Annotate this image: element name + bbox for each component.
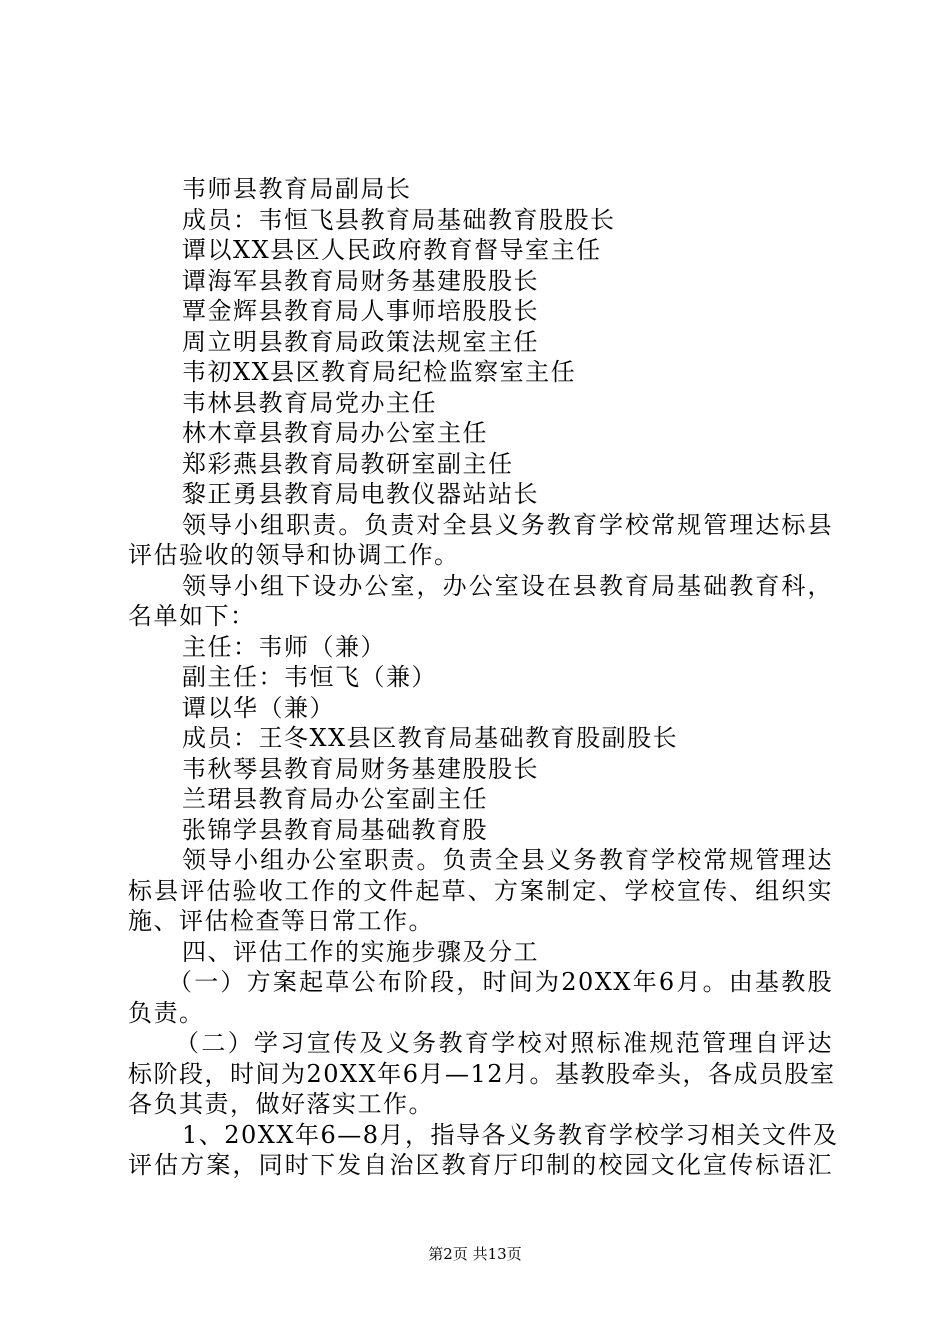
document-line: 成员：王冬XX县区教育局基础教育股副股长 — [182, 724, 679, 752]
document-line: 标阶段，时间为20XX年6月—12月。基教股牵头，各成员股室 — [128, 1059, 836, 1088]
document-line: 林木章县教育局办公室主任 — [182, 419, 488, 447]
document-line: 周立明县教育局政策法规室主任 — [182, 327, 539, 356]
document-line: 四、评估工作的实施步骤及分工 — [182, 937, 539, 966]
document-line: 张锦学县教育局基础教育股 — [182, 815, 488, 844]
document-line: 领导小组办公室职责。负责全县义务教育学校常规管理达 — [182, 846, 833, 874]
document-line: 韦师县教育局副局长 — [182, 175, 412, 203]
document-line: 领导小组职责。负责对全县义务教育学校常规管理达标县 — [182, 510, 833, 539]
document-line: 施、评估检查等日常工作。 — [128, 907, 434, 935]
document-line: （一）方案起草公布阶段，时间为20XX年6月。由基教股 — [168, 968, 833, 996]
document-line: 韦林县教育局党办主任 — [182, 388, 437, 417]
document-line: 评估验收的领导和协调工作。 — [128, 541, 460, 569]
document-line: 成员：韦恒飞县教育局基础教育股股长 — [182, 205, 616, 234]
document-line: 标县评估验收工作的文件起草、方案制定、学校宣传、组织实 — [128, 876, 833, 905]
document-body — [128, 174, 839, 1181]
document-line: 黎正勇县教育局电教仪器站站长 — [182, 480, 539, 508]
document-line: 兰珺县教育局办公室副主任 — [182, 785, 488, 813]
document-line: 郑彩燕县教育局教研室副主任 — [182, 449, 514, 478]
document-line: 副主任：韦恒飞（兼） — [182, 663, 437, 691]
document-line: 评估方案，同时下发自治区教育厅印制的校园文化宣传标语汇 — [128, 1151, 833, 1179]
document-line: 谭以华（兼） — [182, 693, 335, 722]
document-line: 名单如下： — [128, 602, 256, 630]
document-line: 领导小组下设办公室，办公室设在县教育局基础教育科， — [182, 571, 833, 600]
document-line: 各负其责，做好落实工作。 — [128, 1090, 434, 1118]
document-line: 负责。 — [128, 998, 205, 1027]
document-line: 覃金辉县教育局人事师培股股长 — [182, 297, 539, 325]
document-line: 1、20XX年6—8月，指导各义务教育学校学习相关文件及 — [182, 1120, 839, 1149]
document-line: （二）学习宣传及义务教育学校对照标准规范管理自评达 — [175, 1029, 833, 1057]
document-line: 韦初XX县区教育局纪检监察室主任 — [182, 358, 577, 386]
document-line: 主任：韦师（兼） — [182, 632, 386, 661]
document-line: 谭海军县教育局财务基建股股长 — [182, 266, 539, 295]
document-line: 韦秋琴县教育局财务基建股股长 — [182, 754, 539, 783]
document-line: 谭以XX县区人民政府教育督导室主任 — [182, 236, 602, 264]
page-footer: 第2页 共13页 — [428, 1245, 522, 1263]
